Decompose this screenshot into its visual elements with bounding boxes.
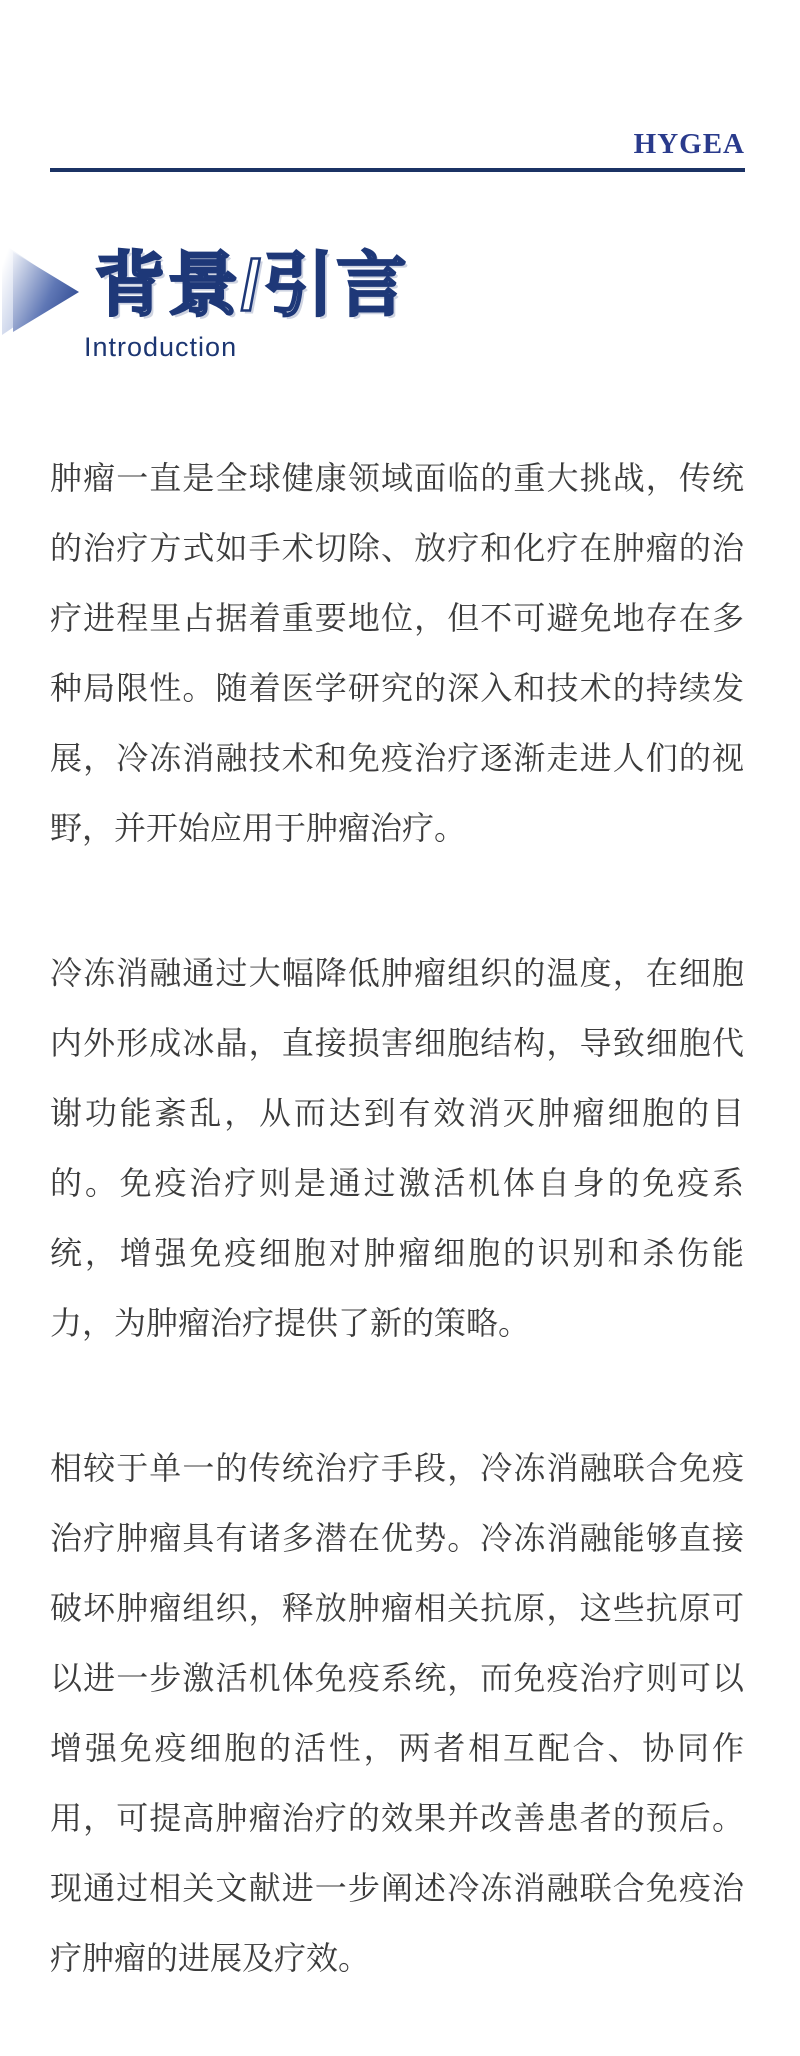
- header-divider-line: [50, 168, 745, 172]
- section-header: [0, 240, 800, 370]
- double-right-arrow-icon: [0, 243, 82, 339]
- section-title-english: Introduction: [84, 332, 238, 362]
- paragraph-introduction-1: 肿瘤一直是全球健康领域面临的重大挑战，传统的治疗方式如手术切除、放疗和化疗在肿瘤的治疗进程里占据着重要地位，但不可避免地存在多种局限性。随着医学研究的深入和技术的持续发展，冷冻消融技术和免疫治疗逐渐走进人们的视野，并开始应用于肿瘤治疗。: [50, 460, 744, 846]
- article-body: [50, 443, 744, 1993]
- arrow-triangle-front: [13, 252, 79, 332]
- brand-logo: HYGEA: [633, 128, 745, 160]
- section-title-chinese: 背景/引言: [95, 246, 410, 324]
- paragraph-introduction-3: 相较于单一的传统治疗手段，冷冻消融联合免疫治疗肿瘤具有诸多潜在优势。冷冻消融能够直接破坏肿瘤组织，释放肿瘤相关抗原，这些抗原可以进一步激活机体免疫系统，而免疫治疗则可以增强免疫细胞的活性，两者相互配合、协同作用，可提高肿瘤治疗的效果并改善患者的预后。现通过相关文献进一步阐述冷冻消融联合免疫治疗肿瘤的进展及疗效。: [50, 1450, 744, 1976]
- paragraph-introduction-2: 冷冻消融通过大幅降低肿瘤组织的温度，在细胞内外形成冰晶，直接损害细胞结构，导致细胞代谢功能紊乱，从而达到有效消灭肿瘤细胞的目的。免疫治疗则是通过激活机体自身的免疫系统，增强免疫细胞对肿瘤细胞的识别和杀伤能力，为肿瘤治疗提供了新的策略。: [50, 955, 744, 1341]
